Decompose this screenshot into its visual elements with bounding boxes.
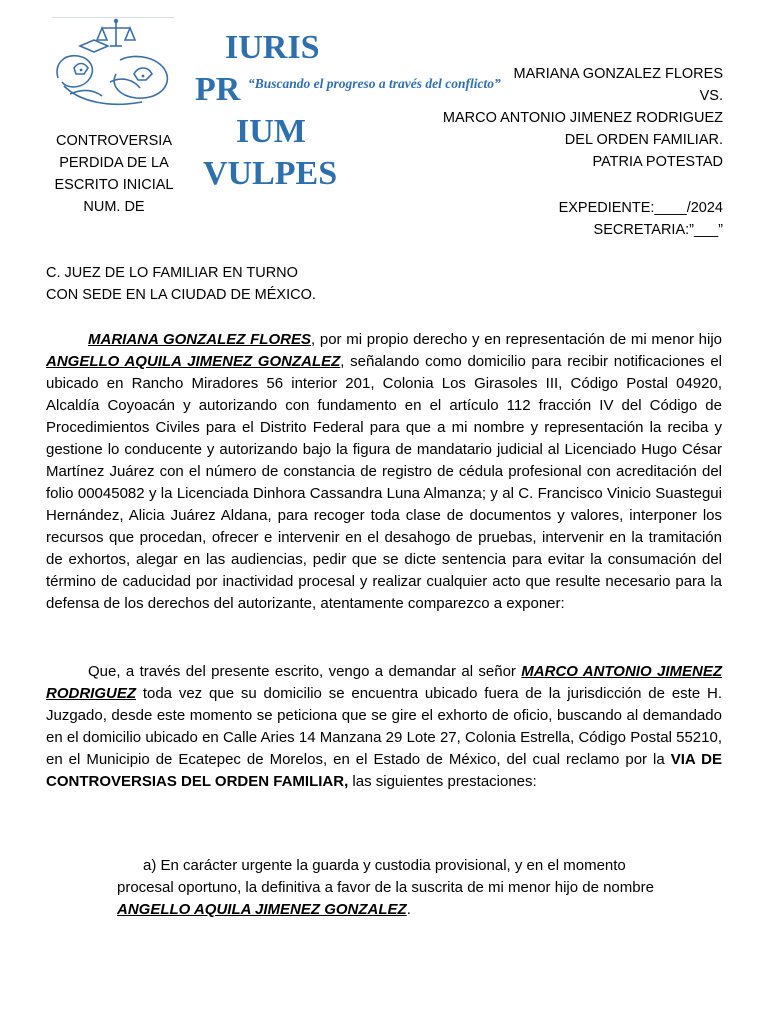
logo-emblem: [50, 16, 176, 112]
logo-motto: “Buscando el progreso a través del conflicto”: [248, 76, 501, 91]
paragraph-demand: [46, 661, 722, 793]
proceeding-type: VIA DE CONTROVERSIAS DEL ORDEN FAMILIAR,: [46, 751, 722, 790]
plaintiff-name: MARIANA GONZALEZ FLORES: [88, 331, 311, 348]
header-left-block: [46, 130, 182, 218]
paragraph-text: las siguientes prestaciones:: [348, 773, 537, 790]
defendant-name: MARCO ANTONIO JIMENEZ RODRIGUEZ: [46, 663, 722, 702]
party-defendant: MARCO ANTONIO JIMENEZ RODRIGUEZ: [442, 110, 723, 126]
header-left-line: ESCRITO INICIAL: [54, 177, 174, 193]
expediente-field: EXPEDIENTE:____/2024: [558, 200, 723, 216]
paragraph-text: toda vez que su domicilio se encuentra ubicado fuera de la jurisdicción de este H. Juzgado, desde este momento se peticiona que se gire el exhorto de oficio, buscando al demandado en el domicilio ubicado en Calle Aries 14 Manzana 29 Lote 27, Colonia Estrella, Código Postal 55210, en el Municipio de Ecatepec de Morelos, en el Estado de México, del cual reclamo por la: [46, 685, 722, 768]
header-left-line: CONTROVERSIA: [55, 133, 172, 149]
secretaria-field: SECRETARIA:”___”: [593, 222, 723, 238]
case-matter: PATRIA POTESTAD: [592, 154, 723, 170]
addressee-line: CON SEDE EN LA CIUDAD DE MÉXICO.: [46, 287, 316, 303]
minor-name: ANGELLO AQUILA JIMENEZ GONZALEZ: [46, 353, 341, 370]
addressee-block: [46, 262, 446, 306]
minor-name: ANGELLO AQUILA JIMENEZ GONZALEZ: [117, 901, 407, 918]
header-left-line: NUM. DE: [83, 199, 145, 215]
brand-pr: PR: [195, 71, 241, 108]
brand-iuris: IURIS: [225, 29, 320, 66]
header-parties: [403, 63, 723, 173]
party-versus: VS.: [699, 88, 723, 104]
header-left-line: PERDIDA DE LA: [59, 155, 169, 171]
case-jurisdiction: DEL ORDEN FAMILIAR.: [564, 132, 723, 148]
brand-vulpes: VULPES: [203, 155, 338, 192]
claim-text: a) En carácter urgente la guarda y custodia provisional, y en el momento procesal oportuno, la definitiva a favor de la suscrita de mi menor hijo de nombre: [117, 857, 654, 896]
addressee-line: C. JUEZ DE LO FAMILIAR EN TURNO: [46, 265, 298, 281]
claim-item-a: [117, 855, 677, 921]
paragraph-text: , señalando como domicilio para recibir notificaciones el ubicado en Rancho Miradores 56 interior 201, Colonia Los Girasoles III, Código Postal 04920, Alcaldía Coyoacán y autorizando con fundamento en el artículo 112 fracción IV del Código de Procedimientos Civiles para el Distrito Federal para que a mi nombre y representación la reciba y gestione lo conducente y autorizando bajo la figura de mandatario judicial al Licenciado Hugo César Martínez Juárez con el número de constancia de registro de cédula profesional con acreditación del folio 00045082 y la Licenciada Dinhora Cassandra Luna Almanza; y al C. Francisco Vinicio Suastegui Hernández, Alicia Juárez Aldana, para recoger toda clase de documentos y valores, interponer los recursos que procedan, ofrecer e intervenir en el desahogo de pruebas, intervenir en la tramitación de exhortos, alegar en las audiencias, pedir que se dicte sentencia para evitar la consumación del término de caducidad por inactividad procesal y realizar cualquier acto que resulte necesario para la defensa de los derechos del autorizante, atentamente comparezco a exponer:: [46, 353, 722, 612]
claim-text: .: [406, 901, 411, 918]
party-plaintiff: MARIANA GONZALEZ FLORES: [513, 66, 723, 82]
paragraph-appearance: [46, 329, 722, 615]
brand-ium: IUM: [236, 113, 306, 150]
case-numbers: [403, 197, 723, 241]
paragraph-text: Que, a través del presente escrito, vengo a demandar al señor: [88, 663, 522, 680]
paragraph-text: , por mi propio derecho y en representación de mi menor hijo: [310, 331, 722, 348]
